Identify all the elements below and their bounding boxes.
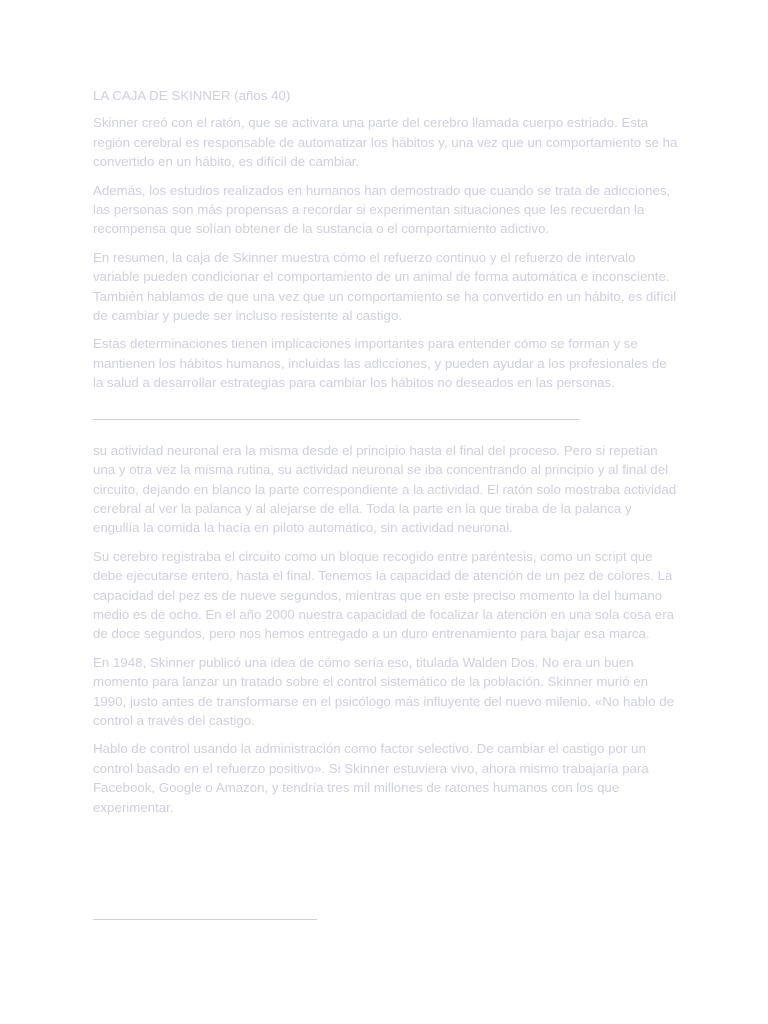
section-divider bbox=[93, 419, 579, 420]
footnote-divider bbox=[93, 919, 317, 920]
paragraph-circuito: Su cerebro registraba el circuito como un bloque recogido entre paréntesis, como un script que debe ejecutarse entero, hasta el final. Tenemos la capacidad de atención de un pez de colores. La capacidad del pez es de nueve segundos, mientras que en este preciso momento la del humano medio es de ocho. En el año 2000 nuestra capacidad de focalizar la atención en una sola cosa era de doce segundos, pero nos hemos entregado a un duro entrenamiento para bajar esa marca. bbox=[93, 548, 675, 642]
document-page bbox=[93, 86, 678, 826]
paragraph-walden-dos: En 1948, Skinner publicó una idea de cómo sería eso, titulada Walden Dos. No era un buen momento para lanzar un tratado sobre el control sistemático de la población. Skinner murió en 1990, justo antes de transformarse en el psicólogo más influyente del nuevo milenio. «No hablo de control a través del castigo. bbox=[93, 654, 674, 728]
paragraph-resumen: En resumen, la caja de Skinner muestra cómo el refuerzo continuo y el refuerzo de intervalo variable pueden condicionar el comportamiento de un animal de forma automática e inconsciente. También hablamos de que una vez que un comportamiento se ha convertido en un hábito, es difícil de cambiar y puede ser incluso resistente al castigo. bbox=[93, 249, 677, 324]
paragraph-control: Hablo de control usando la administración como factor selectivo. De cambiar el castigo por un control basado en el refuerzo positivo». Si Skinner estuviera vivo, ahora mismo trabajaría para Facebook, Google o Amazon, y tendría tres mil millones de ratones humanos con los que experimentar. bbox=[93, 741, 649, 815]
paragraph-cuerpo-estriado: Skinner creó con el ratón, que se activara una parte del cerebro llamada cuerpo estriado. Esta región cerebral es responsable de automatizar los hábitos y, una vez que un comportamiento se ha convertido en un hábito, es difícil de cambiar. bbox=[93, 115, 678, 170]
paragraph-adicciones: Además, los estudios realizados en humanos han demostrado que cuando se trata de adicciones, las personas son más propensas a recordar si experimentan situaciones que les recuerdan la recompensa que solían obtener de la sustancia o el comportamiento adictivo. bbox=[93, 182, 671, 237]
paragraph-implicaciones: Estas determinaciones tienen implicaciones importantes para entender cómo se forman y se mantienen los hábitos humanos, incluidas las adicciones, y pueden ayudar a los profesionales de la salud a desarrollar estrategias para cambiar los hábitos no deseados en las personas. bbox=[93, 336, 667, 391]
document-title: LA CAJA DE SKINNER (años 40) bbox=[93, 88, 291, 103]
paragraph-actividad-neuronal: su actividad neuronal era la misma desde el principio hasta el final del proceso. Pero si repetían una y otra vez la misma rutina, su actividad neuronal se iba concentrando al principio y al final del circuito, dejando en blanco la parte correspondiente a la actividad. El ratón solo mostraba actividad cerebral al ver la palanca y al alejarse de ella. Toda la parte en la que tiraba de la palanca y engullía la comida la hacía en piloto automático, sin actividad neuronal. bbox=[93, 442, 677, 536]
